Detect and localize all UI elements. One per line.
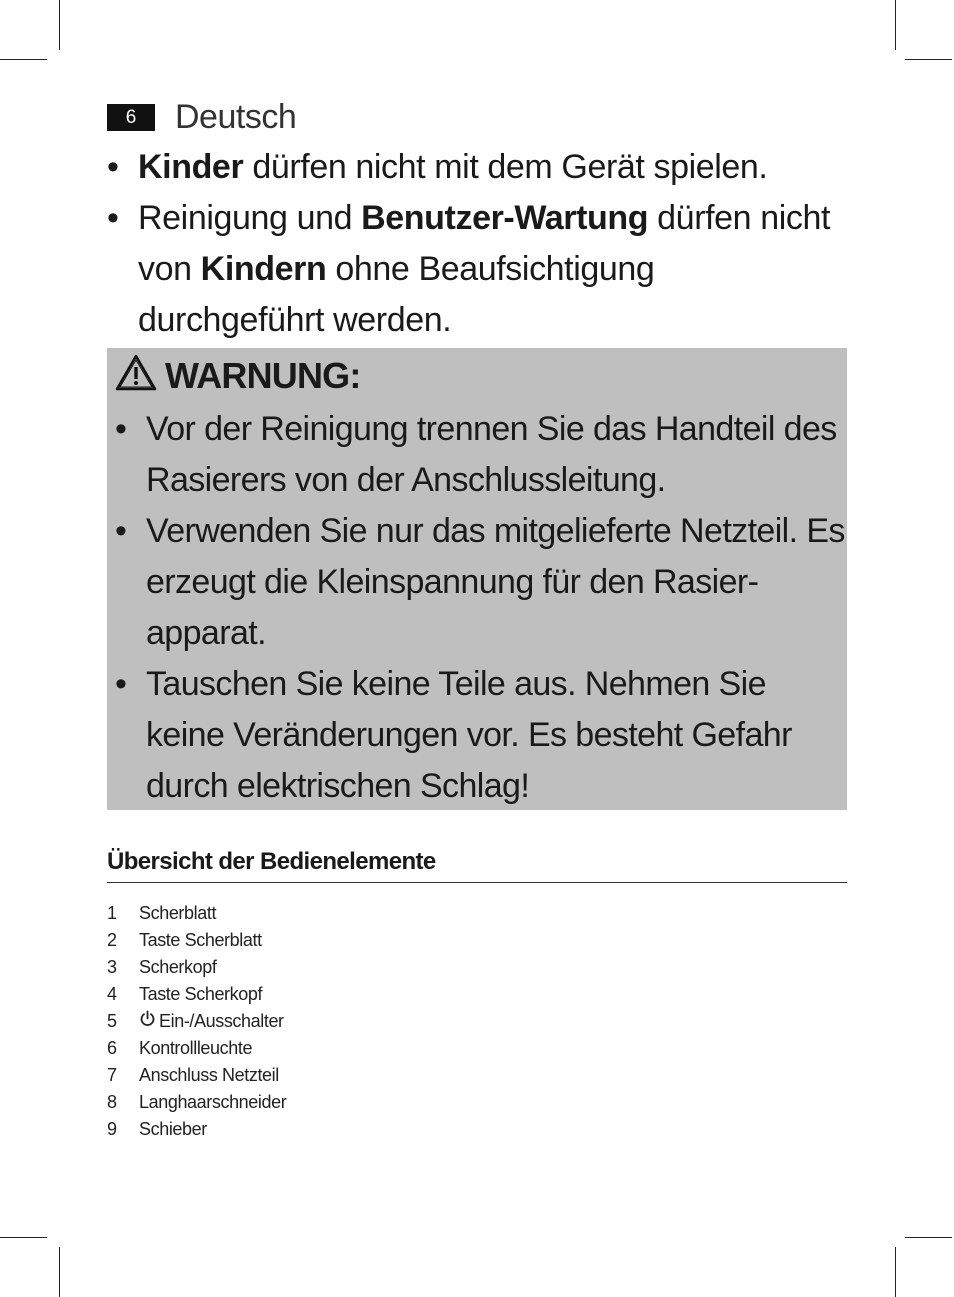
bullet-icon: • [107, 199, 119, 237]
text: ohne Beaufsichtigung durchgeführt werden. [138, 250, 655, 339]
item-number: 5 [107, 1011, 117, 1031]
item-label: Anschluss Netzteil [139, 1065, 279, 1085]
crop-mark [905, 59, 952, 60]
list-item [107, 954, 286, 981]
item-number: 6 [107, 1038, 117, 1058]
item-number: 3 [107, 957, 117, 977]
crop-mark [895, 0, 896, 50]
crop-mark [905, 1237, 952, 1238]
warning-box [107, 348, 847, 810]
item-label: Langhaarschneider [139, 1092, 287, 1112]
list-item [115, 659, 845, 812]
item-label: Schieber [139, 1119, 207, 1139]
list-item [107, 142, 847, 193]
text: Verwenden Sie nur das mitgelieferte Netzteil. Es erzeugt die Kleinspannung für den Rasier-apparat. [146, 512, 845, 652]
bold-text: Kinder [138, 148, 244, 186]
crop-mark [0, 1237, 47, 1238]
list-item [107, 1035, 286, 1062]
text: Reinigung und [138, 199, 362, 237]
warning-list [115, 404, 845, 812]
item-label: Scherblatt [139, 903, 217, 923]
list-item [107, 981, 286, 1008]
crop-mark [0, 59, 47, 60]
crop-mark [895, 1247, 896, 1297]
bullet-icon: • [115, 512, 127, 550]
warning-triangle-icon [115, 354, 157, 397]
item-label: Scherkopf [139, 957, 217, 977]
list-item [107, 1116, 286, 1143]
page-header [107, 98, 296, 137]
page-number: 6 [107, 104, 155, 131]
text: Tauschen Sie keine Teile aus. Nehmen Sie keine Veränderungen vor. Es besteht Gefahr durch elektrischen Schlag! [146, 665, 792, 805]
list-item [107, 193, 847, 346]
bullet-icon: • [115, 665, 127, 703]
warning-header [115, 354, 361, 397]
bullet-icon: • [115, 410, 127, 448]
parts-list [107, 900, 286, 1143]
list-item [115, 404, 845, 506]
list-item [107, 1062, 286, 1089]
item-number: 4 [107, 984, 117, 1004]
text: dürfen nicht von [138, 199, 831, 288]
item-label: Kontrollleuchte [139, 1038, 253, 1058]
list-item [115, 506, 845, 659]
safety-list [107, 142, 847, 346]
item-label: Taste Scherblatt [139, 930, 262, 950]
list-item [107, 1089, 286, 1116]
section-title: Übersicht der Bedienelemente [107, 848, 847, 883]
item-number: 1 [107, 903, 117, 923]
text: dürfen nicht mit dem Gerät spielen. [243, 148, 768, 186]
list-item [107, 900, 286, 927]
text: Vor der Reinigung trennen Sie das Handteil des Rasierers von der Anschlussleitung. [146, 410, 837, 499]
crop-mark [59, 1247, 60, 1297]
bold-text: Benutzer-Wartung [361, 199, 649, 237]
item-number: 8 [107, 1092, 117, 1112]
list-item [107, 1008, 286, 1035]
language-title: Deutsch [175, 98, 297, 136]
item-number: 2 [107, 930, 117, 950]
bold-text: Kindern [200, 250, 327, 288]
item-label: Taste Scherkopf [139, 984, 263, 1004]
item-label: Ein-/Ausschalter [159, 1011, 284, 1031]
list-item [107, 927, 286, 954]
crop-mark [59, 0, 60, 50]
item-number: 7 [107, 1065, 117, 1085]
power-icon [139, 1008, 159, 1035]
warning-title: WARNUNG: [165, 354, 361, 396]
item-number: 9 [107, 1119, 117, 1139]
bullet-icon: • [107, 148, 119, 186]
